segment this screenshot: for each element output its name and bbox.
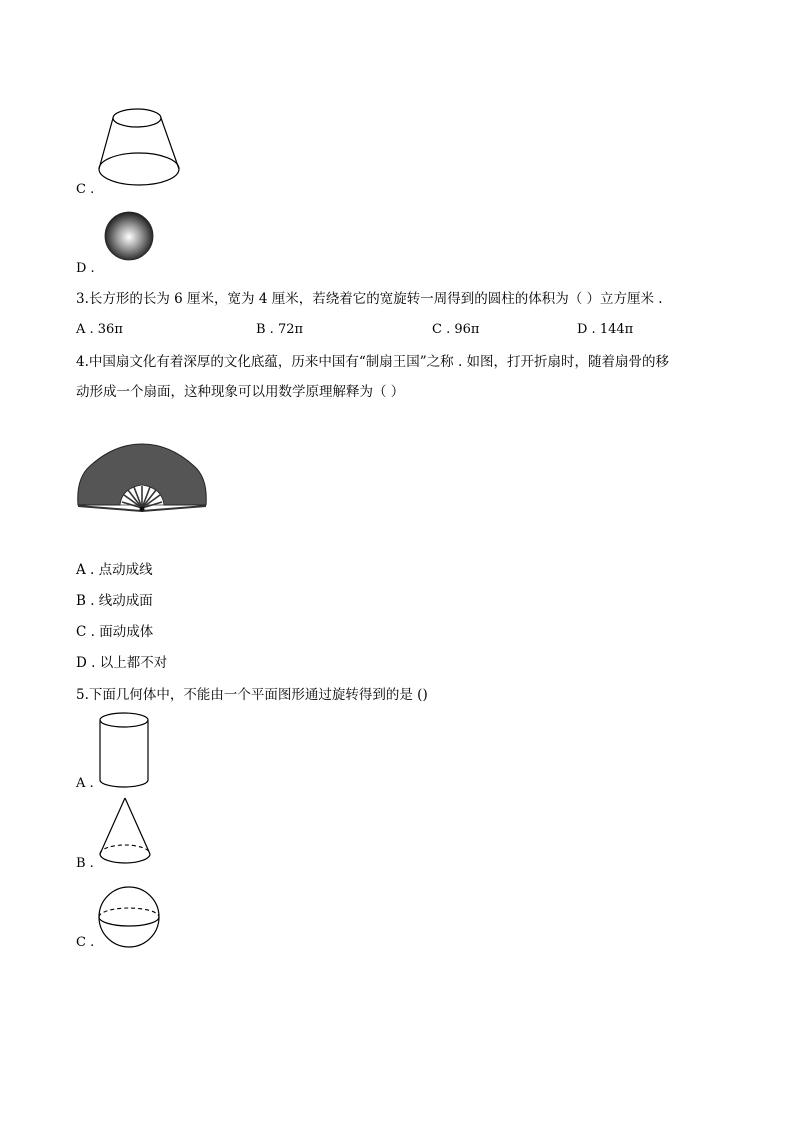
q4-stem-line1: 4.中国扇文化有着深厚的文化底蕴，历来中国有“制扇王国”之称 . 如图，打开折扇时，随着扇骨的移	[76, 354, 670, 370]
q2-option-c-label[interactable]: C .	[76, 182, 95, 197]
sphere-figure	[104, 211, 154, 261]
q3-option-c[interactable]: C . 96π	[432, 322, 480, 337]
cone-figure	[98, 796, 152, 866]
folding-fan-figure	[76, 444, 208, 514]
q5-option-b[interactable]: B .	[76, 856, 94, 871]
frustum-figure	[96, 106, 182, 190]
q5-stem: 5.下面几何体中，不能由一个平面图形通过旋转得到的是 ()	[76, 687, 428, 703]
cylinder-figure	[98, 712, 150, 788]
q5-option-a[interactable]: A .	[76, 776, 94, 791]
q4-option-a[interactable]: A . 点动成线	[76, 562, 153, 578]
q3-option-b[interactable]: B . 72π	[256, 322, 304, 337]
q4-stem-line2: 动形成一个扇面，这种现象可以用数学原理解释为（ ）	[76, 384, 405, 400]
q3-option-a[interactable]: A . 36π	[76, 322, 123, 337]
q2-option-d-label[interactable]: D .	[76, 261, 95, 276]
q3-stem: 3.长方形的长为 6 厘米，宽为 4 厘米，若绕着它的宽旋转一周得到的圆柱的体积为（ ）立方厘米 .	[76, 291, 663, 307]
q4-option-b[interactable]: B . 线动成面	[76, 593, 153, 609]
ball-figure	[98, 886, 162, 950]
q3-option-d[interactable]: D . 144π	[577, 322, 634, 337]
q5-option-c[interactable]: C .	[76, 935, 95, 950]
q4-option-d[interactable]: D . 以上都不对	[76, 655, 168, 671]
q4-option-c[interactable]: C . 面动成体	[76, 624, 154, 640]
